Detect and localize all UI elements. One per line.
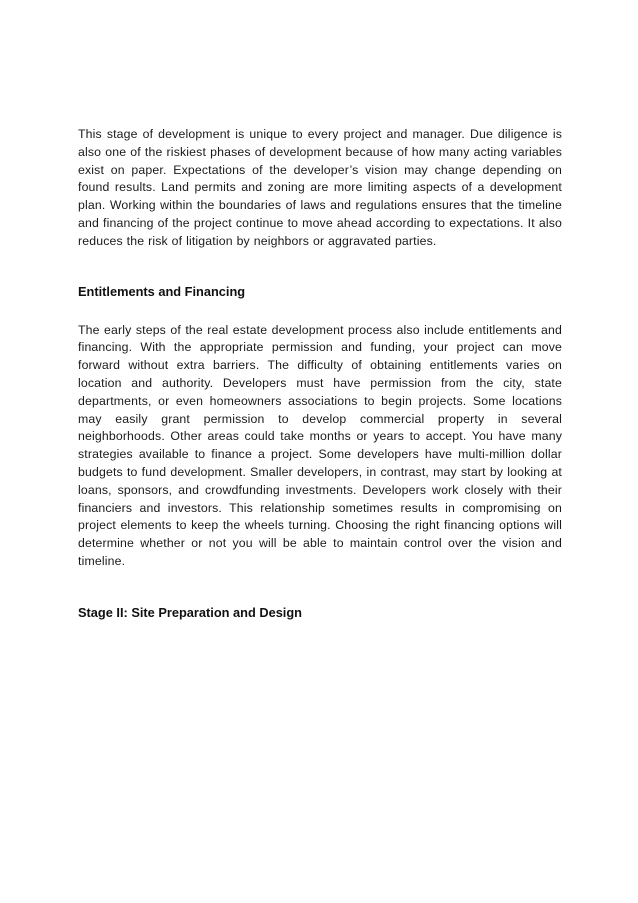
heading-stage-two: Stage II: Site Preparation and Design — [78, 604, 302, 620]
paragraph-entitlements: The early steps of the real estate development process also include entitlements and financing. With the appropriate permission and funding, your project can move forward without extra barriers. The difficulty of obtaining entitlements varies on location and authority. Developers must have permission from the city, state departments, or even homeowners associations to begin projects. Some locations may easily grant permission to develop commercial property in several neighborhoods. Other areas could take months or years to accept. You have many strategies available to finance a project. Some developers have multi-million dollar budgets to fund development. Smaller developers, in contrast, may start by looking at loans, sponsors, and crowdfunding investments. Developers work closely with their financiers and investors. This relationship sometimes results in compromising on project elements to keep the wheels turning. Choosing the right financing options will determine whether or not you will be able to maintain control over the vision and timeline. — [78, 322, 562, 568]
paragraph-due-diligence: This stage of development is unique to every project and manager. Due diligence is also one of the riskiest phases of development because of how many acting variables exist on paper. Expectations of the developer’s vision may change depending on found results. Land permits and zoning are more limiting aspects of a development plan. Working within the boundaries of laws and regulations ensures that the timeline and financing of the project continue to move ahead according to expectations. It also reduces the risk of litigation by neighbors or aggravated parties. — [78, 127, 562, 248]
heading-entitlements-and-financing: Entitlements and Financing — [78, 283, 246, 299]
document-page — [78, 126, 562, 622]
